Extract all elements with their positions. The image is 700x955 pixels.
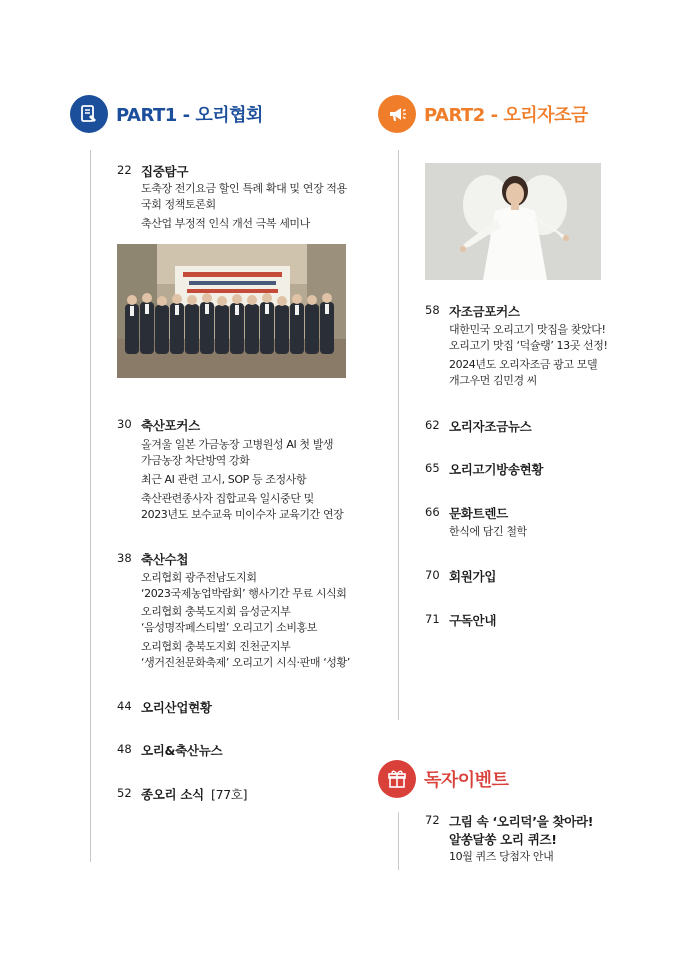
gift-icon (378, 760, 416, 798)
entry-subitem: 도축장 전기요금 할인 특례 확대 및 연장 적용 (141, 182, 347, 195)
entry-subitem: ‘음성명작페스티벌’ 오리고기 소비홍보 (141, 621, 318, 634)
entry-title: 집중탐구 (141, 164, 189, 179)
event-header (378, 758, 508, 800)
entry-title: 오리&축산뉴스 (141, 743, 223, 758)
entry-subitem: 개그우먼 김민경 씨 (449, 374, 538, 387)
part2-title: PART2 - 오리자조금 (424, 105, 588, 126)
entry-subitem: 국회 정책토론회 (141, 198, 216, 211)
entry-subitem: 2023년도 보수교육 미이수자 교육기간 연장 (141, 508, 344, 521)
entry-subitem: 오리협회 충북도지회 진천군지부 (141, 640, 291, 653)
part1-header (70, 93, 263, 135)
page-number: 71 (425, 612, 440, 626)
entry-title: 오리자조금뉴스 (449, 419, 532, 434)
page-number: 22 (117, 163, 132, 177)
entry-subitem: 오리협회 광주전남도지회 (141, 571, 257, 584)
entry-title: 그림 속 ‘오리덕’을 찾아라! (449, 814, 594, 829)
part1-title: PART1 - 오리협회 (116, 105, 263, 126)
column-divider-event (398, 812, 399, 870)
entry-subitem: 최근 AI 관련 고시, SOP 등 조정사항 (141, 473, 307, 486)
entry-title-extra: [77호] (211, 787, 248, 802)
page-number: 44 (117, 699, 132, 713)
page-number: 65 (425, 461, 440, 475)
entry-subitem: ‘생거진천문화축제’ 오리고기 시식·판매 ‘성황’ (141, 656, 350, 669)
forum-group-photo (117, 244, 346, 378)
page-number: 58 (425, 303, 440, 317)
entry-subitem: 대한민국 오리고기 맛집을 찾았다! (449, 323, 606, 336)
column-divider-right (398, 150, 399, 720)
entry-title: 구독안내 (449, 613, 497, 628)
entry-subitem: 축산업 부정적 인식 개선 극복 세미나 (141, 217, 310, 230)
entry-title: 자조금포커스 (449, 304, 520, 319)
entry-title: 오리고기방송현황 (449, 462, 544, 477)
column-divider-left (90, 150, 91, 862)
entry-title: 오리산업현황 (141, 700, 212, 715)
entry-title: 축산수첩 (141, 552, 189, 567)
entry-title: 회원가입 (449, 569, 497, 584)
page-number: 66 (425, 505, 440, 519)
entry-subitem: 오리협회 충북도지회 음성군지부 (141, 605, 291, 618)
entry-title: 문화트렌드 (449, 506, 508, 521)
part2-header (378, 93, 588, 135)
entry-subitem: 한식에 담긴 철학 (449, 525, 527, 538)
entry-subitem: 축산관련종사자 집합교육 일시중단 및 (141, 492, 314, 505)
entry-title: 축산포커스 (141, 418, 200, 433)
megaphone-icon (378, 95, 416, 133)
event-title: 독자이벤트 (424, 770, 509, 791)
entry-subitem: 올겨울 일본 가금농장 고병원성 AI 첫 발생 (141, 438, 334, 451)
entry-title-text: 종오리 소식 (141, 787, 204, 802)
entry-title (141, 785, 247, 803)
page-number: 62 (425, 418, 440, 432)
entry-subitem: ‘2023국제농업박람회’ 행사기간 무료 시식회 (141, 587, 347, 600)
entry-title-line2: 알쏭달쏭 오리 퀴즈! (449, 832, 557, 847)
page-number: 72 (425, 813, 440, 827)
entry-subitem: 10월 퀴즈 당첨자 안내 (449, 850, 554, 863)
entry-subitem: 가금농장 차단방역 강화 (141, 454, 250, 467)
page-number: 52 (117, 786, 132, 800)
page-number: 48 (117, 742, 132, 756)
page-number: 30 (117, 417, 132, 431)
entry-subitem: 오리고기 맛집 ‘덕슐랭’ 13곳 선정! (449, 339, 608, 352)
page-number: 70 (425, 568, 440, 582)
page-number: 38 (117, 551, 132, 565)
entry-subitem: 2024년도 오리자조금 광고 모델 (449, 358, 598, 371)
ad-model-photo (425, 163, 601, 280)
document-icon (70, 95, 108, 133)
